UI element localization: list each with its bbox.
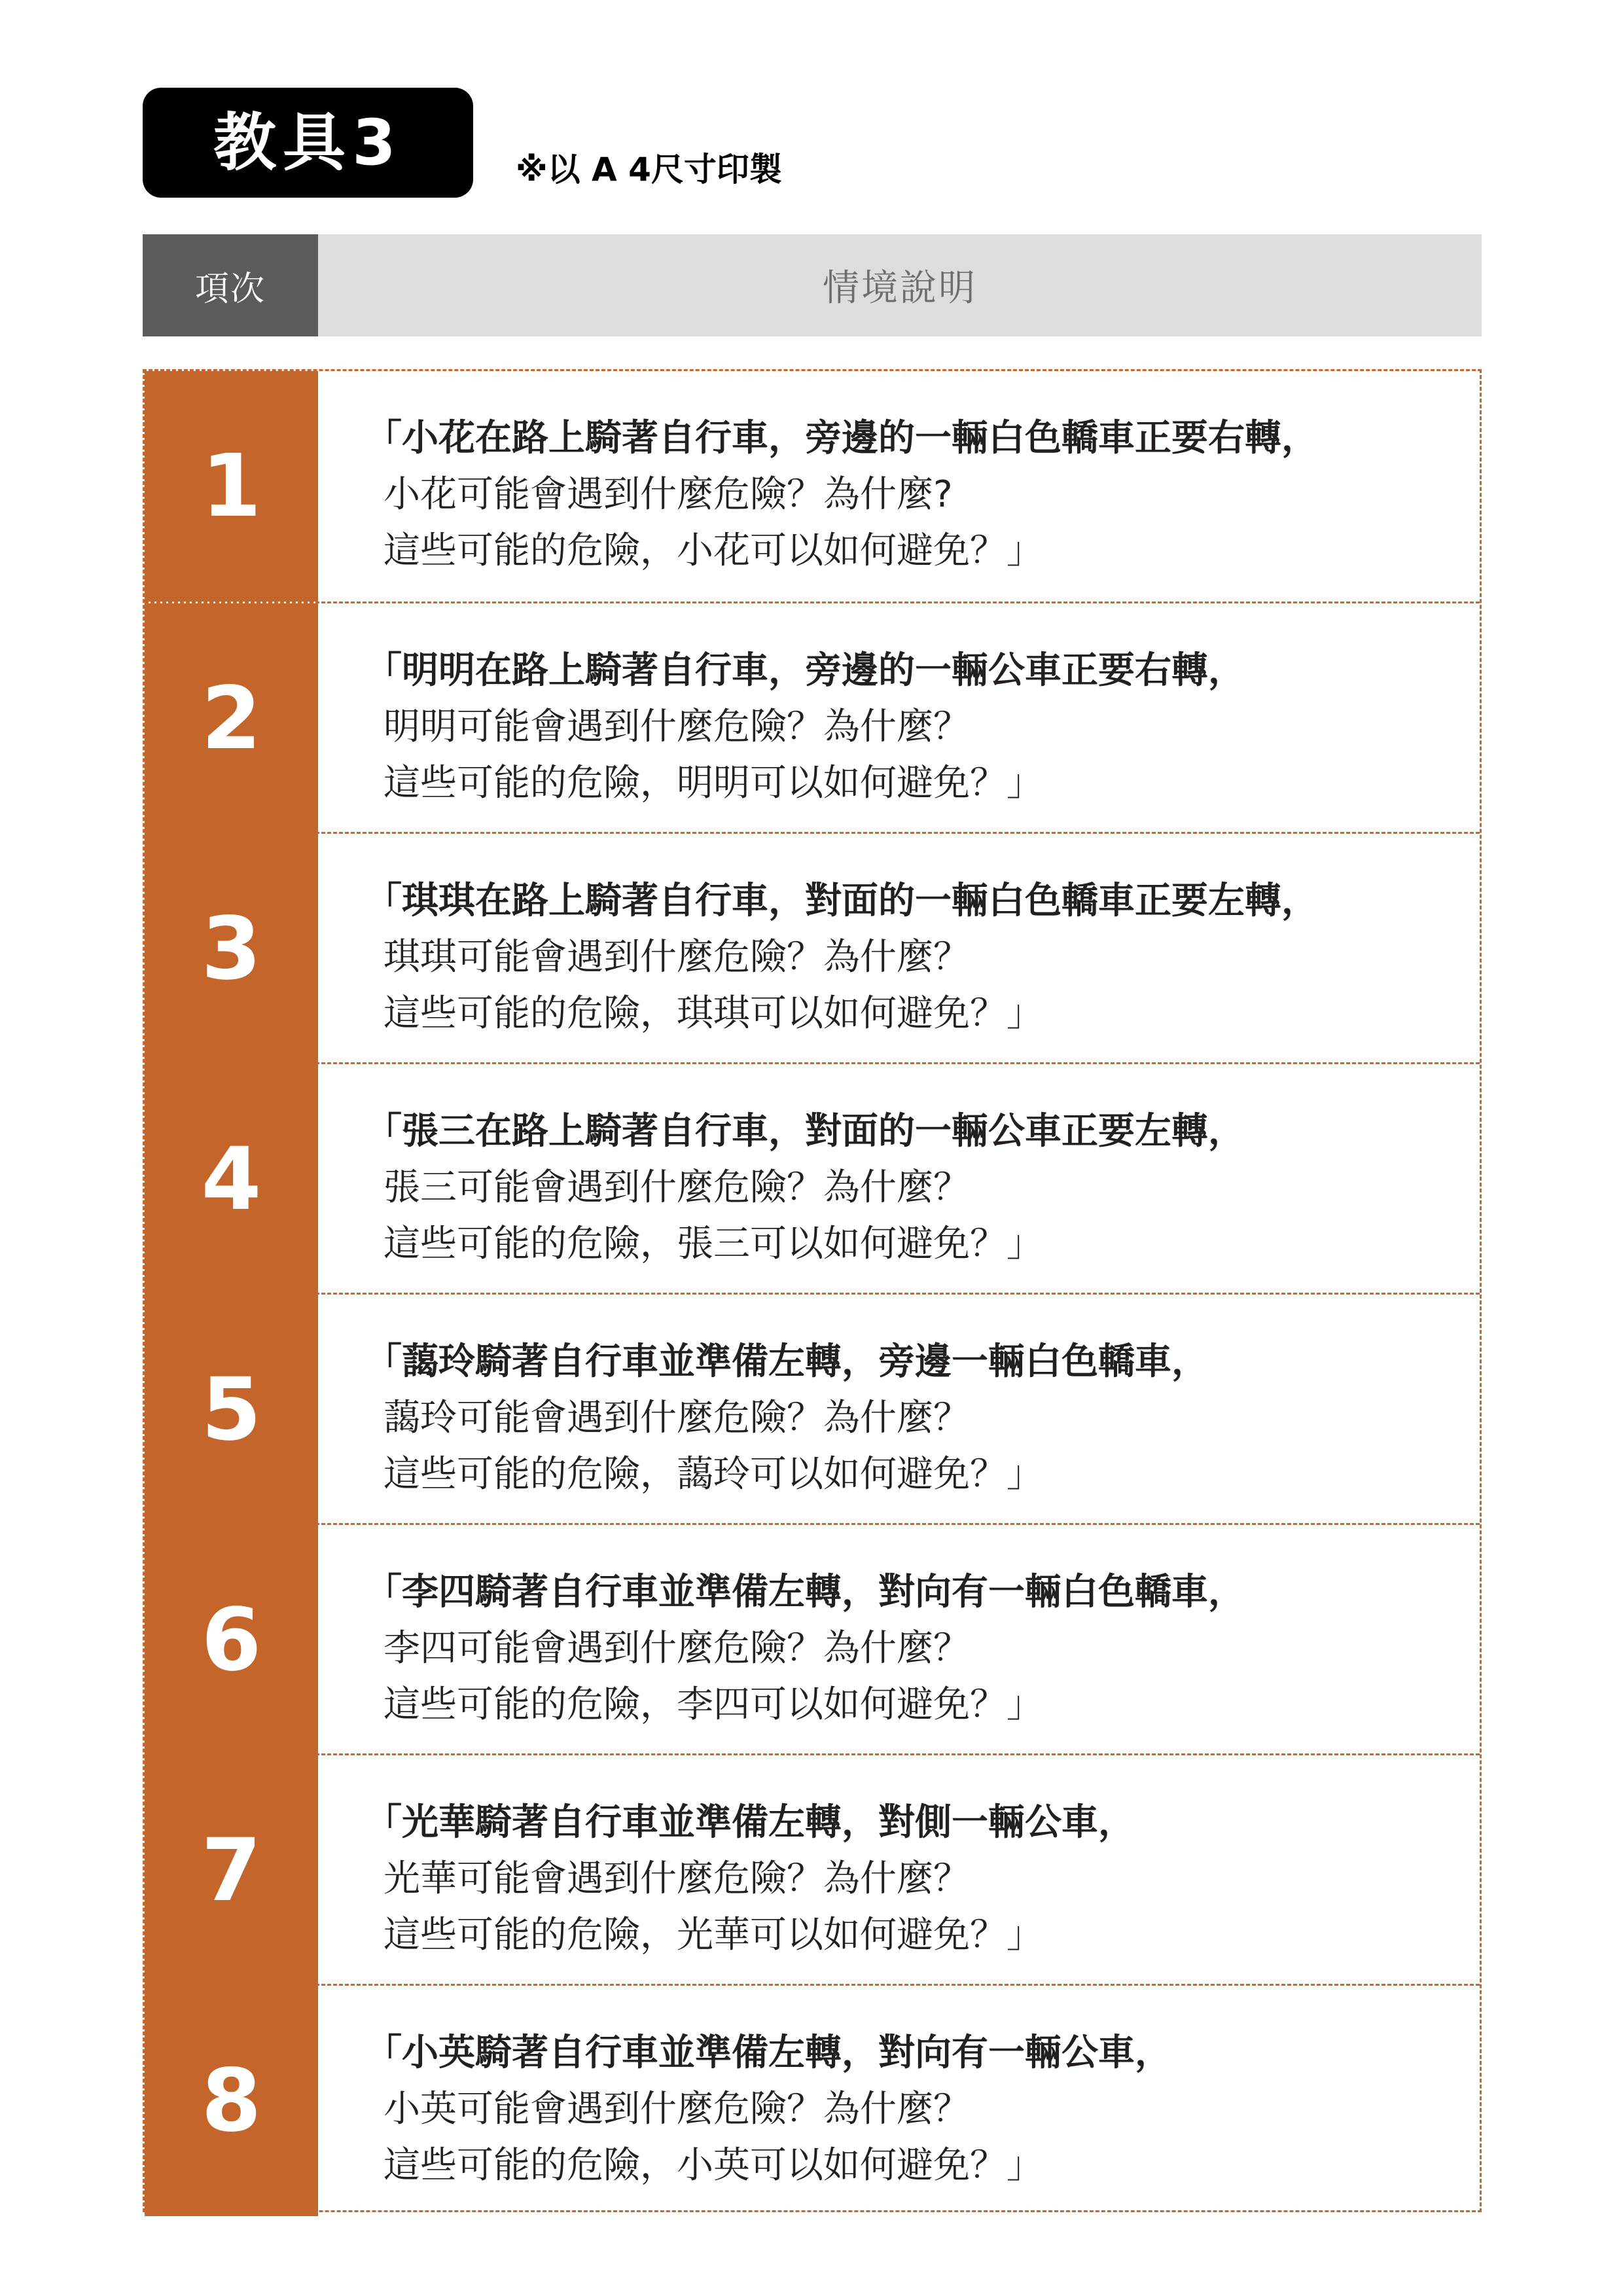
scenario-line-3: 這些可能的危險，李四可以如何避免？」 (383, 1683, 1043, 1726)
scenario-text (318, 1986, 1480, 2216)
scenario-line-3: 這些可能的危險，明明可以如何避免？」 (383, 762, 1043, 804)
scenario-line-1: 「李四騎著自行車並準備左轉，對向有一輛白色轎車， (365, 1571, 1245, 1613)
column-header-description-label: 情境說明 (823, 267, 977, 310)
scenario-line-2: 李四可能會遇到什麼危險？為什麼？ (383, 1627, 970, 1670)
scenario-line-1: 「小花在路上騎著自行車，旁邊的一輛白色轎車正要右轉， (365, 417, 1318, 459)
scenario-row-8 (145, 1984, 1480, 2216)
row-number-cell (145, 1986, 318, 2216)
scenario-line-1: 「琪琪在路上騎著自行車，對面的一輛白色轎車正要左轉， (365, 880, 1318, 922)
row-number: 4 (201, 1129, 262, 1230)
scenario-text (318, 1525, 1480, 1755)
row-number: 1 (201, 436, 262, 537)
title-badge (143, 88, 473, 198)
scenario-row-3 (145, 832, 1480, 1064)
scenario-text (318, 371, 1480, 601)
scenario-text (318, 1755, 1480, 1986)
scenario-row-1 (145, 371, 1480, 601)
scenario-line-1: 「小英騎著自行車並準備左轉，對向有一輛公車， (365, 2032, 1171, 2074)
row-number: 8 (201, 2051, 262, 2151)
scenario-line-3: 這些可能的危險，張三可以如何避免？」 (383, 1223, 1043, 1265)
scenario-text (318, 603, 1480, 834)
row-number: 2 (201, 668, 262, 769)
scenario-row-6 (145, 1523, 1480, 1755)
row-number-cell (145, 603, 318, 834)
scenario-table (143, 369, 1482, 2212)
scenario-row-4 (145, 1062, 1480, 1295)
scenario-line-3: 這些可能的危險，藹玲可以如何避免？」 (383, 1453, 1043, 1496)
scenario-row-2 (145, 601, 1480, 834)
print-size-note: ※以 A 4尺寸印製 (516, 151, 782, 188)
scenario-line-3: 這些可能的危險，琪琪可以如何避免？」 (383, 992, 1043, 1035)
title-badge-label: 教具3 (213, 106, 402, 179)
scenario-line-3: 這些可能的危險，小花可以如何避免？」 (383, 529, 1043, 572)
scenario-line-1: 「藹玲騎著自行車並準備左轉，旁邊一輛白色轎車， (365, 1340, 1208, 1383)
scenario-row-7 (145, 1753, 1480, 1986)
scenario-row-5 (145, 1293, 1480, 1525)
row-number-cell (145, 1525, 318, 1755)
row-number-cell (145, 1755, 318, 1986)
scenario-line-1: 「張三在路上騎著自行車，對面的一輛公車正要左轉， (365, 1110, 1245, 1153)
scenario-text (318, 1064, 1480, 1295)
scenario-line-1: 「明明在路上騎著自行車，旁邊的一輛公車正要右轉， (365, 649, 1245, 692)
row-number: 5 (201, 1359, 262, 1460)
scenario-text (318, 1295, 1480, 1525)
scenario-text (318, 834, 1480, 1064)
row-number-cell (145, 1295, 318, 1525)
scenario-line-2: 小英可能會遇到什麼危險？為什麼？ (383, 2088, 970, 2130)
row-number: 6 (201, 1590, 262, 1691)
scenario-line-2: 光華可能會遇到什麼危險？為什麼？ (383, 1857, 970, 1900)
row-number-cell (145, 371, 318, 601)
scenario-line-2: 小花可能會遇到什麼危險？為什麼? (383, 473, 953, 516)
scenario-line-2: 張三可能會遇到什麼危險？為什麼？ (383, 1166, 970, 1209)
row-number: 7 (201, 1820, 262, 1921)
column-header-item-label: 項次 (194, 269, 266, 309)
scenario-line-2: 明明可能會遇到什麼危險？為什麼？ (383, 706, 970, 748)
scenario-line-1: 「光華騎著自行車並準備左轉，對側一輛公車， (365, 1801, 1135, 1844)
column-header-item (143, 234, 318, 336)
scenario-line-3: 這些可能的危險，小英可以如何避免？」 (383, 2144, 1043, 2187)
scenario-line-2: 琪琪可能會遇到什麼危險？為什麼？ (383, 936, 970, 978)
row-number-cell (145, 834, 318, 1064)
row-number-cell (145, 1064, 318, 1295)
scenario-line-3: 這些可能的危險，光華可以如何避免？」 (383, 1914, 1043, 1956)
scenario-line-2: 藹玲可能會遇到什麼危險？為什麼？ (383, 1397, 970, 1439)
column-header-description (318, 234, 1482, 336)
row-number: 3 (201, 899, 262, 999)
